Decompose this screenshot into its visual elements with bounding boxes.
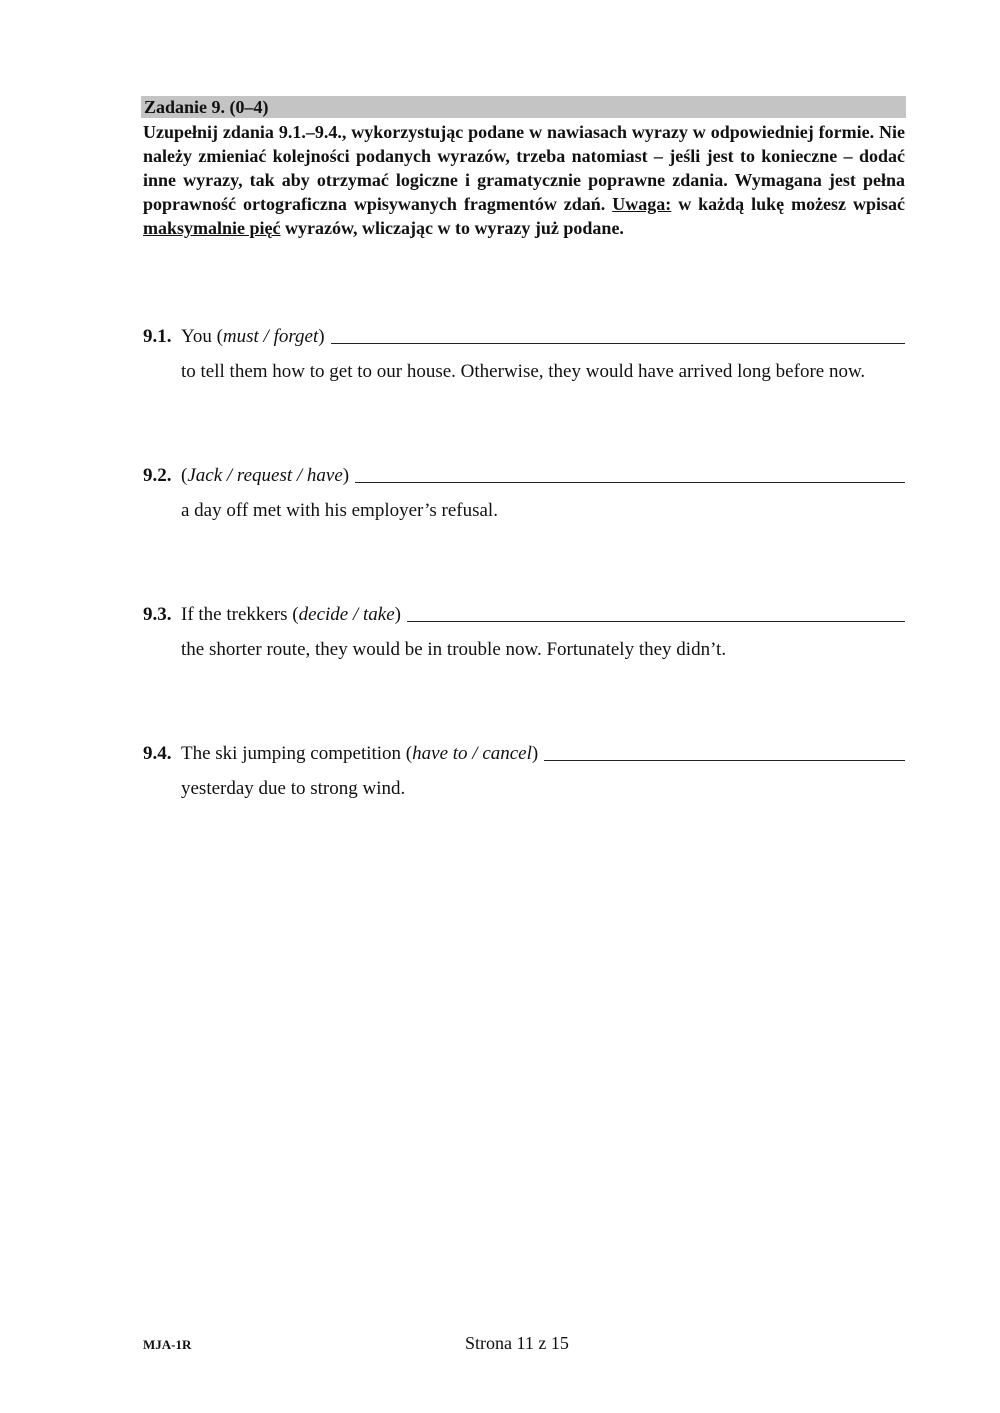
given-words: must / forget [222,326,319,347]
item-prompt: If the trekkers (decide / take) [181,604,401,625]
item-continuation: to tell them how to get to our house. Otherwise, they would have arrived long before now. [181,361,866,382]
item-prompt: You (must / forget) [181,326,325,347]
item-prompt: (Jack / request / have) [181,465,350,486]
exercise-item-9-4 [143,743,905,800]
exam-code: MJA-1R [143,1337,192,1352]
given-words: have to / cancel [412,743,532,764]
item-number: 9.1. [143,326,172,347]
instructions-text: Uzupełnij zdania 9.1.–9.4., wykorzystując podane w nawiasach wyrazy w odpowiedniej formie. Nie należy zmieniać kolejności podanych wyrazów, trzeba natomiast – jeśli jest to konieczne – dodać inne wyrazy, tak aby otrzymać logiczne i gramatycznie poprawne zdania. Wymagana jest pełna poprawność ortograficzna wpisywanych fragmentów zdań. [143,122,905,214]
item-continuation: a day off met with his employer’s refusal. [181,500,498,521]
answer-blank[interactable] [544,746,905,761]
item-number: 9.3. [143,604,172,625]
item-number: 9.2. [143,465,172,486]
task-instructions [143,120,905,240]
page-number: Strona 11 z 15 [465,1333,569,1353]
item-prompt: The ski jumping competition (have to / cancel) [181,743,539,764]
exercise-item-9-1 [143,326,905,383]
answer-blank[interactable] [355,468,905,483]
given-words: decide / take [298,604,395,625]
task-header: Zadanie 9. (0–4) [141,96,906,118]
item-number: 9.4. [143,743,172,764]
item-continuation: yesterday due to strong wind. [181,778,406,799]
exercise-item-9-3 [143,604,905,661]
instructions-text-2: w każdą lukę możesz wpisać [671,194,906,214]
note-label: Uwaga: [612,194,672,214]
answer-blank[interactable] [331,329,905,344]
answer-blank[interactable] [407,607,905,622]
exercise-item-9-2 [143,465,905,522]
item-continuation: the shorter route, they would be in trouble now. Fortunately they didn’t. [181,639,727,660]
instructions-text-3: wyrazów, wliczając w to wyrazy już podane. [280,218,624,238]
given-words: Jack / request / have [187,465,343,486]
max-words-emphasis: maksymalnie pięć [143,218,281,238]
